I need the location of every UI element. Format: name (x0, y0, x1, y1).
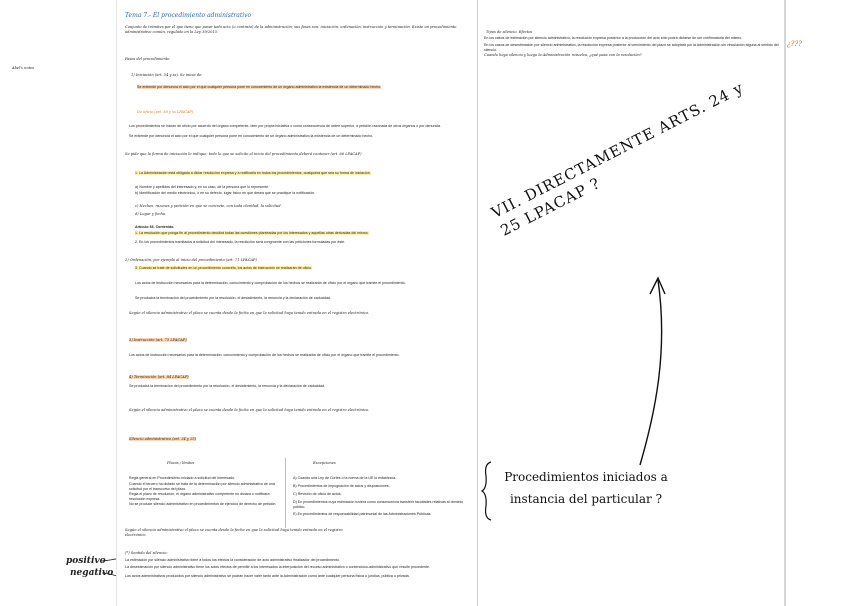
highlight: Silencio administrativo (art. 24 y 25) (129, 437, 197, 441)
arrow-up-icon (628, 260, 688, 470)
section-label (129, 437, 465, 442)
highlight: 3) Instrucción (art. 75 LPACAP) (129, 338, 187, 342)
table-cell: No se produce silencio administrativo en procedimientos de ejercicio de derecho de petición. (129, 502, 277, 506)
table-cell: Cuando el tercero ha dictado se trata de la determinación por silencio administrativo de una solicitud por el transcurso del plazo. (129, 482, 275, 491)
page-title: Tema 7.- El procedimiento administrativo (125, 12, 252, 19)
document-page-left (116, 0, 478, 606)
body-text (137, 85, 467, 90)
handwritten-annotation-lower: Procedimientos iniciados a instancia del particular ? (504, 470, 668, 506)
section-label (129, 338, 187, 343)
section-label (129, 375, 189, 380)
table-header: Plazos / límites (167, 461, 195, 465)
right-header: Tipos de silencio. Efectos (486, 30, 533, 34)
body-text: La estimación por silencio administrativo tiene a todos los efectos la consideración de acto administrativo finalizador del procedimiento. (125, 558, 340, 562)
curly-brace-icon (480, 460, 494, 522)
table-header: Excepciones (313, 461, 336, 465)
table-cell: Regla el plazo de resolución, el órgano administrativo competente no dictara o notificara resolución expresa. (129, 492, 270, 501)
right-text: En los casos de estimación por silencio administrativo, la resolución expresa posterior a la producción del acto sólo podrá dictarse de ser confirmatoria del mismo. (484, 36, 743, 40)
body-text: Según el silencio administrativo el plazo se cuenta desde la fecha en que la solicitud haya tenido entrada en el registro electrónico. (129, 311, 370, 315)
intro-text: Conjunto de trámites por el que tiene que pasar todo acto (o contrato) de la administración; sus fases son: iniciación, ordenación, instrucción y terminación. Existe un procedimiento administrativo común, regulado en la Ley 39/2015. (125, 25, 457, 34)
handwritten-annotation: VII. DIRECTAMENTE ARTS. 24 y 25 LPACAP ? (488, 78, 747, 240)
scroll-rail[interactable] (784, 0, 786, 606)
section-label: 2) Ordenación, por ejemplo al inicio del procedimiento (art. 71 LPACAP) (125, 258, 257, 262)
table-cell: B) Procedimientos de impugnación de actos y disposiciones. (293, 484, 390, 488)
table-cell: E) En procedimientos de responsabilidad patrimonial de las Administraciones Públicas. (293, 512, 432, 516)
body-text (135, 266, 465, 271)
section-label: 1) Iniciación (art. 54 y ss). Se inicia de: (131, 73, 203, 77)
section-label: De oficio (art. 58 y ss LPACAP) (137, 110, 194, 114)
body-text: Los procedimientos se inician de oficio por acuerdo del órgano competente, bien por propia iniciativa o como consecuencia de orden superior, a petición razonada de otros órganos o por denuncia. (129, 124, 442, 128)
section-label: Se pide que la forma de iniciación lo indique: todo lo que se solicite al inicio del procedimiento deberá contener (art. 66 LPACAP) (125, 152, 362, 156)
body-text: Se producirá la terminación del procedimiento por la resolución, el desistimiento, la renuncia y la declaración de caducidad. (135, 296, 332, 300)
document-page-right (478, 0, 785, 606)
highlight: 3. Cuando se trate de solicitudes en un procedimiento concreto, los actos de instrucción se realizarán de oficio. (135, 266, 312, 270)
margin-note: Abel's notes (12, 66, 35, 70)
table-cell: Regla general en Procedimiento iniciado a solicitud del interesado. (129, 476, 236, 480)
table-cell: A) Cuando una Ley de Cortes o la norma de la UE lo establezca. (293, 476, 397, 480)
right-text: En los casos de desestimación por silencio administrativo, la resolución expresa posterior al vencimiento del plazo se adoptará por la Administración sin vinculación alguna al sentido del silencio. (484, 43, 779, 52)
highlight: 1. La resolución que ponga fin al procedimiento decidirá todas las cuestiones planteadas por los interesados y aquellas otras derivadas del mismo. (135, 231, 369, 235)
section-label: (*) Sentido del silencio: (125, 551, 168, 555)
right-text: Cuando haya silencio y luego la Administración resuelva, ¿qué pasa con la resolución? (484, 53, 642, 57)
body-text (135, 231, 465, 236)
body-text: c) Hechos, razones y petición en que se concrete, con toda claridad, la solicitud. (135, 204, 282, 208)
body-text: Se producirá la terminación del procedimiento por la resolución, el desistimiento, la renuncia y la declaración de caducidad. (129, 384, 326, 388)
body-text: 2. En los procedimientos tramitados a solicitud del interesado, la resolución será congruente con las peticiones formuladas por éste. (135, 240, 346, 244)
body-text: Según el silencio administrativo el plazo se cuenta desde la fecha en que la solicitud haya tenido entrada en el registro electrónico. (125, 528, 343, 537)
section-label: Fases del procedimiento (125, 57, 170, 61)
body-text (135, 171, 465, 176)
highlight: 1. La Administración está obligada a dictar resolución expresa y a notificarla en todos los procedimientos, cualquiera que sea su forma de iniciación. (135, 171, 371, 175)
question-marks: ¿??? (787, 40, 803, 48)
body-text: Según el silencio administrativo el plazo se cuenta desde la fecha en que la solicitud haya tenido entrada en el registro electrónico. (129, 408, 370, 412)
table-cell: C) Revisión de oficio de actos. (293, 492, 342, 496)
table-divider (285, 458, 286, 528)
body-text: La desestimación por silencio administrativo tiene los solos efectos de permitir a los interesados la interposición del recurso administrativo o contencioso-administrativo que resulte procedente. (125, 565, 431, 569)
body-text: a) Nombre y apellidos del interesado y, en su caso, de la persona que lo represente. (135, 185, 270, 189)
body-text: Se entiende por denuncia el acto por el que cualquier persona pone en conocimiento de un órgano administrativo la existencia de un determinado hecho. (129, 134, 374, 138)
table-cell: D) En procedimientos cuya estimación tuviera como consecuencia transferir facultades relativas al dominio público. (293, 500, 464, 509)
body-text: Los actos de instrucción necesarios para la determinación, conocimiento y comprobación de los hechos se realizarán de oficio por el órgano que tramite el procedimiento. (135, 281, 406, 285)
handwritten-positivo: positivo (66, 556, 106, 566)
body-text: Los actos de instrucción necesarios para la determinación, conocimiento y comprobación de los hechos se realizarán de oficio por el órgano que tramite el procedimiento. (129, 353, 400, 357)
highlight: 4) Terminación (art. 84 LPACAP) (129, 375, 189, 379)
body-text: Los actos administrativos producidos por silencio administrativo se podrán hacer valer tanto ante la Administración como ante cualquier persona física o jurídica, pública o privada. (125, 574, 410, 578)
section-label: Artículo 66. Contenido. (135, 225, 175, 229)
body-text: b) Identificación del medio electrónico, o en su defecto, lugar físico en que desea que se practique la notificación. (135, 191, 316, 195)
body-text: d) Lugar y fecha. (135, 212, 167, 216)
highlight: Se entiende por denuncia el acto por el que cualquier persona pone en conocimiento de un órgano administrativo la existencia de un determinado hecho. (137, 85, 382, 89)
handwritten-negativo: negativo (70, 568, 114, 578)
